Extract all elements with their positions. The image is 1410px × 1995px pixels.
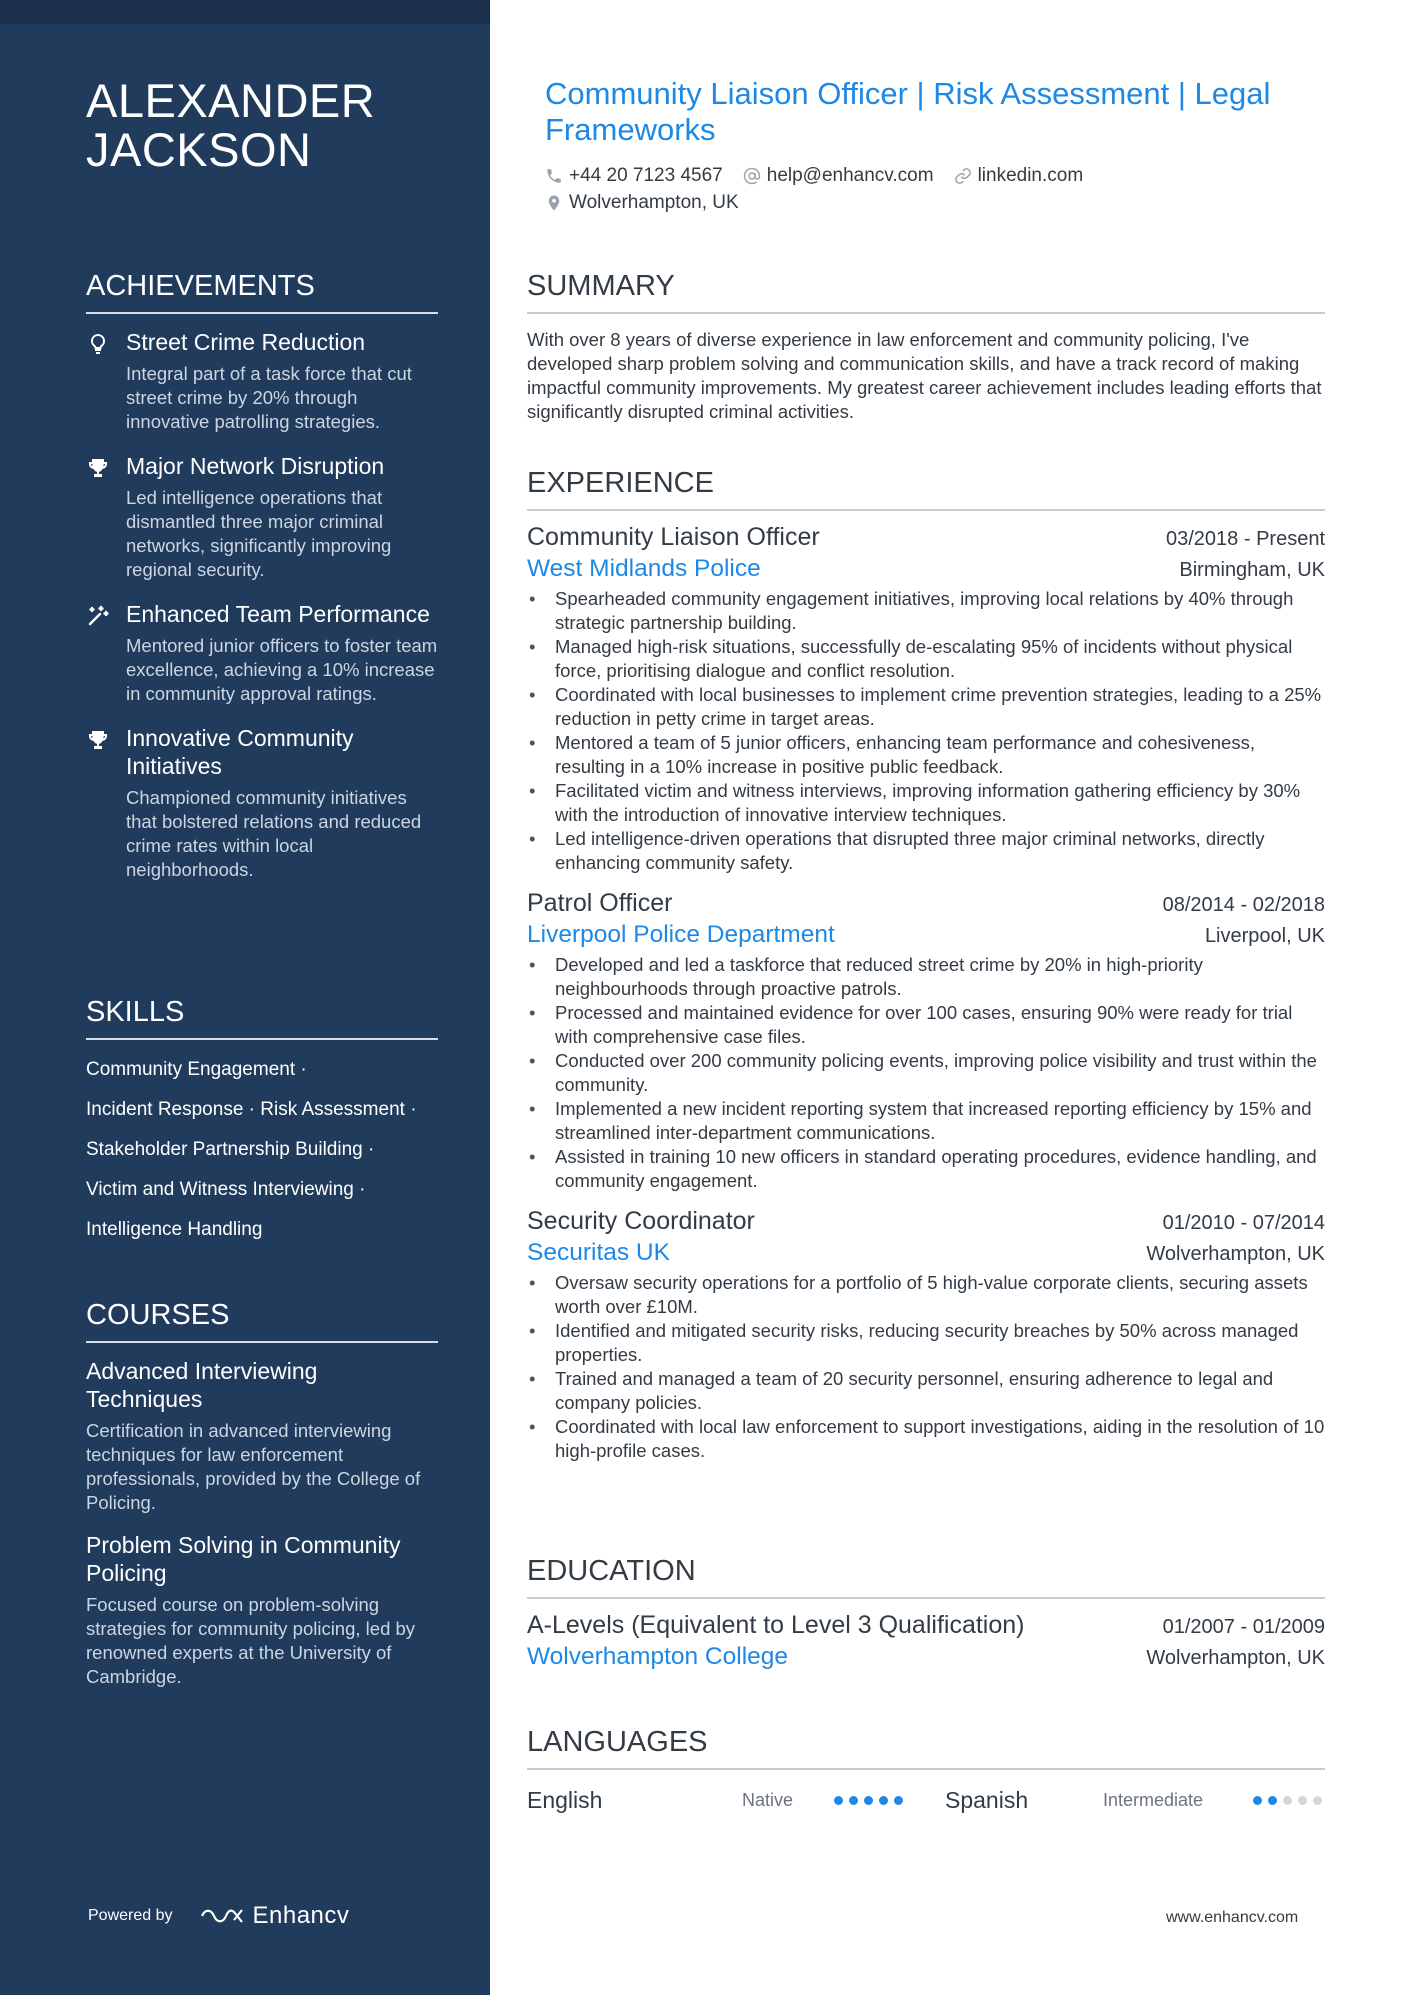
sidebar bbox=[0, 0, 490, 1995]
rating-dot-filled bbox=[864, 1796, 873, 1805]
job-dates: 01/2010 - 07/2014 bbox=[1162, 1212, 1325, 1234]
job-bullet: • Conducted over 200 community policing events, improving police visibility and trust within the community. bbox=[527, 1049, 1325, 1097]
candidate-name bbox=[86, 76, 466, 174]
education-location: Wolverhampton, UK bbox=[1146, 1647, 1325, 1669]
last-name: JACKSON bbox=[86, 123, 312, 176]
job-location: Liverpool, UK bbox=[1204, 925, 1325, 947]
job-bullet: • Managed high-risk situations, successfully de-escalating 95% of incidents without physical force, prioritising dialogue and conflict resolution. bbox=[527, 635, 1325, 683]
magic-wand-icon bbox=[86, 604, 110, 628]
job-bullet: • Facilitated victim and witness interviews, improving information gathering efficiency by 30% with the introduction of innovative interview techniques. bbox=[527, 779, 1325, 827]
job-bullet: • Coordinated with local law enforcement to support investigations, aiding in the resolution of 10 high-profile cases. bbox=[527, 1415, 1325, 1463]
job-bullet: • Identified and mitigated security risks, reducing security breaches by 50% across managed properties. bbox=[527, 1319, 1325, 1367]
enhancv-logo-text: Enhancv bbox=[252, 1902, 350, 1929]
job-bullet: • Coordinated with local businesses to implement crime prevention strategies, leading to a 25% reduction in petty crime in target areas. bbox=[527, 683, 1325, 731]
language-name: Spanish bbox=[945, 1786, 1029, 1813]
languages-heading: LANGUAGES bbox=[527, 1724, 1325, 1770]
footer-url[interactable]: www.enhancv.com bbox=[1166, 1909, 1299, 1926]
first-name: ALEXANDER bbox=[86, 74, 376, 127]
skill-line: Community Engagement · bbox=[86, 1059, 307, 1080]
language-rating bbox=[1253, 1796, 1322, 1805]
location-contact bbox=[545, 192, 739, 214]
course-title: Problem Solving in Community Policing bbox=[86, 1532, 401, 1586]
skill-line: Intelligence Handling bbox=[86, 1219, 263, 1240]
achievement-desc: Mentored junior officers to foster team excellence, achieving a 10% increase in community approval ratings. bbox=[126, 635, 438, 704]
job-bullet: • Assisted in training 10 new officers in standard operating procedures, evidence handling, and community engagement. bbox=[527, 1145, 1325, 1193]
rating-dot-filled bbox=[894, 1796, 903, 1805]
rating-dot-empty bbox=[1283, 1796, 1292, 1805]
education-degree: A-Levels (Equivalent to Level 3 Qualification) bbox=[527, 1611, 1025, 1639]
job-company: Liverpool Police Department bbox=[527, 921, 835, 948]
rating-dot-filled bbox=[1253, 1796, 1262, 1805]
skills-section bbox=[86, 994, 438, 1258]
skill-line: Victim and Witness Interviewing · bbox=[86, 1179, 366, 1200]
achievement-item bbox=[86, 724, 438, 882]
job-position: Security Coordinator bbox=[527, 1207, 755, 1235]
skills-heading: SKILLS bbox=[86, 994, 438, 1040]
job-company: Securitas UK bbox=[527, 1239, 670, 1266]
powered-by-label: Powered by bbox=[88, 1907, 173, 1924]
language-level: Native bbox=[742, 1789, 794, 1810]
link-icon bbox=[954, 167, 972, 185]
job-bullet: • Developed and led a taskforce that reduced street crime by 20% in high-priority neighbourhoods through proactive patrols. bbox=[527, 953, 1325, 1001]
achievement-desc: Integral part of a task force that cut street crime by 20% through innovative patrolling strategies. bbox=[126, 363, 412, 432]
education-section bbox=[527, 1553, 1325, 1673]
job-bullets bbox=[527, 587, 1325, 875]
rating-dot-filled bbox=[1268, 1796, 1277, 1805]
skill-line: Stakeholder Partnership Building · bbox=[86, 1139, 375, 1160]
course-desc: Focused course on problem-solving strategies for community policing, led by renowned experts at the University of Cambridge. bbox=[86, 1594, 416, 1687]
education-dates: 01/2007 - 01/2009 bbox=[1162, 1616, 1325, 1638]
trophy-icon bbox=[86, 456, 110, 480]
experience-heading: EXPERIENCE bbox=[527, 465, 1325, 511]
job-position: Patrol Officer bbox=[527, 889, 673, 917]
achievement-title: Enhanced Team Performance bbox=[126, 601, 430, 627]
summary-text: With over 8 years of diverse experience in law enforcement and community policing, I've developed sharp problem solving and communication skills, and have a track record of making impactful community improvements. My greatest career achievement includes leading efforts that significantly disrupted criminal activities. bbox=[527, 329, 1322, 422]
job-location: Wolverhampton, UK bbox=[1146, 1243, 1325, 1265]
job-company: West Midlands Police bbox=[527, 555, 761, 582]
achievement-desc: Championed community initiatives that bolstered relations and reduced crime rates within local neighborhoods. bbox=[126, 787, 422, 880]
rating-dot-empty bbox=[1298, 1796, 1307, 1805]
enhancv-logo-icon bbox=[199, 1904, 245, 1928]
achievements-heading: ACHIEVEMENTS bbox=[86, 268, 438, 314]
phone-number: +44 20 7123 4567 bbox=[569, 164, 723, 186]
phone-contact[interactable] bbox=[545, 165, 723, 187]
powered-by bbox=[88, 1902, 349, 1930]
summary-heading: SUMMARY bbox=[527, 268, 1325, 314]
language-rating bbox=[834, 1796, 945, 1805]
education-heading: EDUCATION bbox=[527, 1553, 1325, 1599]
job-bullets bbox=[527, 953, 1325, 1193]
achievement-item bbox=[86, 328, 438, 434]
job-bullets bbox=[527, 1271, 1325, 1463]
languages-section bbox=[527, 1724, 1325, 1816]
rating-dot-filled bbox=[834, 1796, 843, 1805]
job-entry bbox=[527, 1205, 1325, 1463]
location-text: Wolverhampton, UK bbox=[569, 191, 739, 213]
trophy-icon bbox=[86, 728, 110, 752]
email-address: help@enhancv.com bbox=[766, 164, 934, 186]
education-entry bbox=[527, 1609, 1325, 1673]
rating-dot-empty bbox=[1313, 1796, 1322, 1805]
courses-heading: COURSES bbox=[86, 1297, 438, 1343]
skill-line: Incident Response · Risk Assessment · bbox=[86, 1099, 417, 1120]
achievement-title: Innovative Community Initiatives bbox=[126, 725, 354, 779]
email-contact[interactable] bbox=[743, 165, 934, 187]
job-dates: 08/2014 - 02/2018 bbox=[1162, 894, 1325, 916]
job-location: Birmingham, UK bbox=[1179, 559, 1325, 581]
job-bullet: • Processed and maintained evidence for over 100 cases, ensuring 90% were ready for trial with comprehensive case files. bbox=[527, 1001, 1325, 1049]
job-dates: 03/2018 - Present bbox=[1166, 528, 1325, 550]
job-title-headline: Community Liaison Officer | Risk Assessment | Legal Frameworks bbox=[545, 76, 1271, 147]
rating-dot-filled bbox=[879, 1796, 888, 1805]
job-bullet: • Implemented a new incident reporting system that increased reporting efficiency by 15% and streamlined inter-department communications. bbox=[527, 1097, 1325, 1145]
achievement-desc: Led intelligence operations that dismantled three major criminal networks, significantly improving regional security. bbox=[126, 487, 392, 580]
rating-dot-filled bbox=[849, 1796, 858, 1805]
job-bullet: • Trained and managed a team of 20 security personnel, ensuring adherence to legal and company policies. bbox=[527, 1367, 1325, 1415]
summary-section bbox=[527, 268, 1325, 424]
languages-row bbox=[527, 1784, 1325, 1816]
contact-info bbox=[545, 162, 1305, 216]
education-school: Wolverhampton College bbox=[527, 1643, 789, 1670]
achievement-item bbox=[86, 452, 438, 582]
sidebar-top-bar bbox=[0, 0, 490, 24]
job-bullet: • Oversaw security operations for a portfolio of 5 high-value corporate clients, securing assets worth over £10M. bbox=[527, 1271, 1325, 1319]
language-level: Intermediate bbox=[1103, 1789, 1204, 1810]
language-name: English bbox=[527, 1786, 603, 1813]
linkedin-url: linkedin.com bbox=[977, 164, 1084, 186]
lightbulb-icon bbox=[86, 332, 110, 356]
linkedin-contact[interactable] bbox=[954, 165, 1084, 187]
course-item bbox=[86, 1357, 438, 1515]
courses-section bbox=[86, 1297, 438, 1705]
achievement-item bbox=[86, 600, 438, 706]
experience-section bbox=[527, 465, 1325, 1463]
achievement-title: Major Network Disruption bbox=[126, 453, 385, 479]
course-title: Advanced Interviewing Techniques bbox=[86, 1358, 318, 1412]
achievements-section bbox=[86, 268, 438, 900]
job-entry bbox=[527, 887, 1325, 1193]
achievement-title: Street Crime Reduction bbox=[126, 329, 366, 355]
course-item bbox=[86, 1531, 438, 1689]
job-entry bbox=[527, 521, 1325, 875]
at-icon bbox=[743, 167, 761, 185]
location-pin-icon bbox=[545, 194, 563, 212]
enhancv-logo[interactable] bbox=[199, 1902, 350, 1930]
course-desc: Certification in advanced interviewing techniques for law enforcement professionals, provided by the College of Policing. bbox=[86, 1420, 421, 1513]
job-position: Community Liaison Officer bbox=[527, 523, 820, 551]
job-bullet: • Mentored a team of 5 junior officers, enhancing team performance and cohesiveness, resulting in a 10% increase in positive public feedback. bbox=[527, 731, 1325, 779]
phone-icon bbox=[545, 167, 563, 185]
job-bullet: • Spearheaded community engagement initiatives, improving local relations by 40% through strategic partnership building. bbox=[527, 587, 1325, 635]
job-bullet: • Led intelligence-driven operations that disrupted three major criminal networks, directly enhancing community safety. bbox=[527, 827, 1325, 875]
